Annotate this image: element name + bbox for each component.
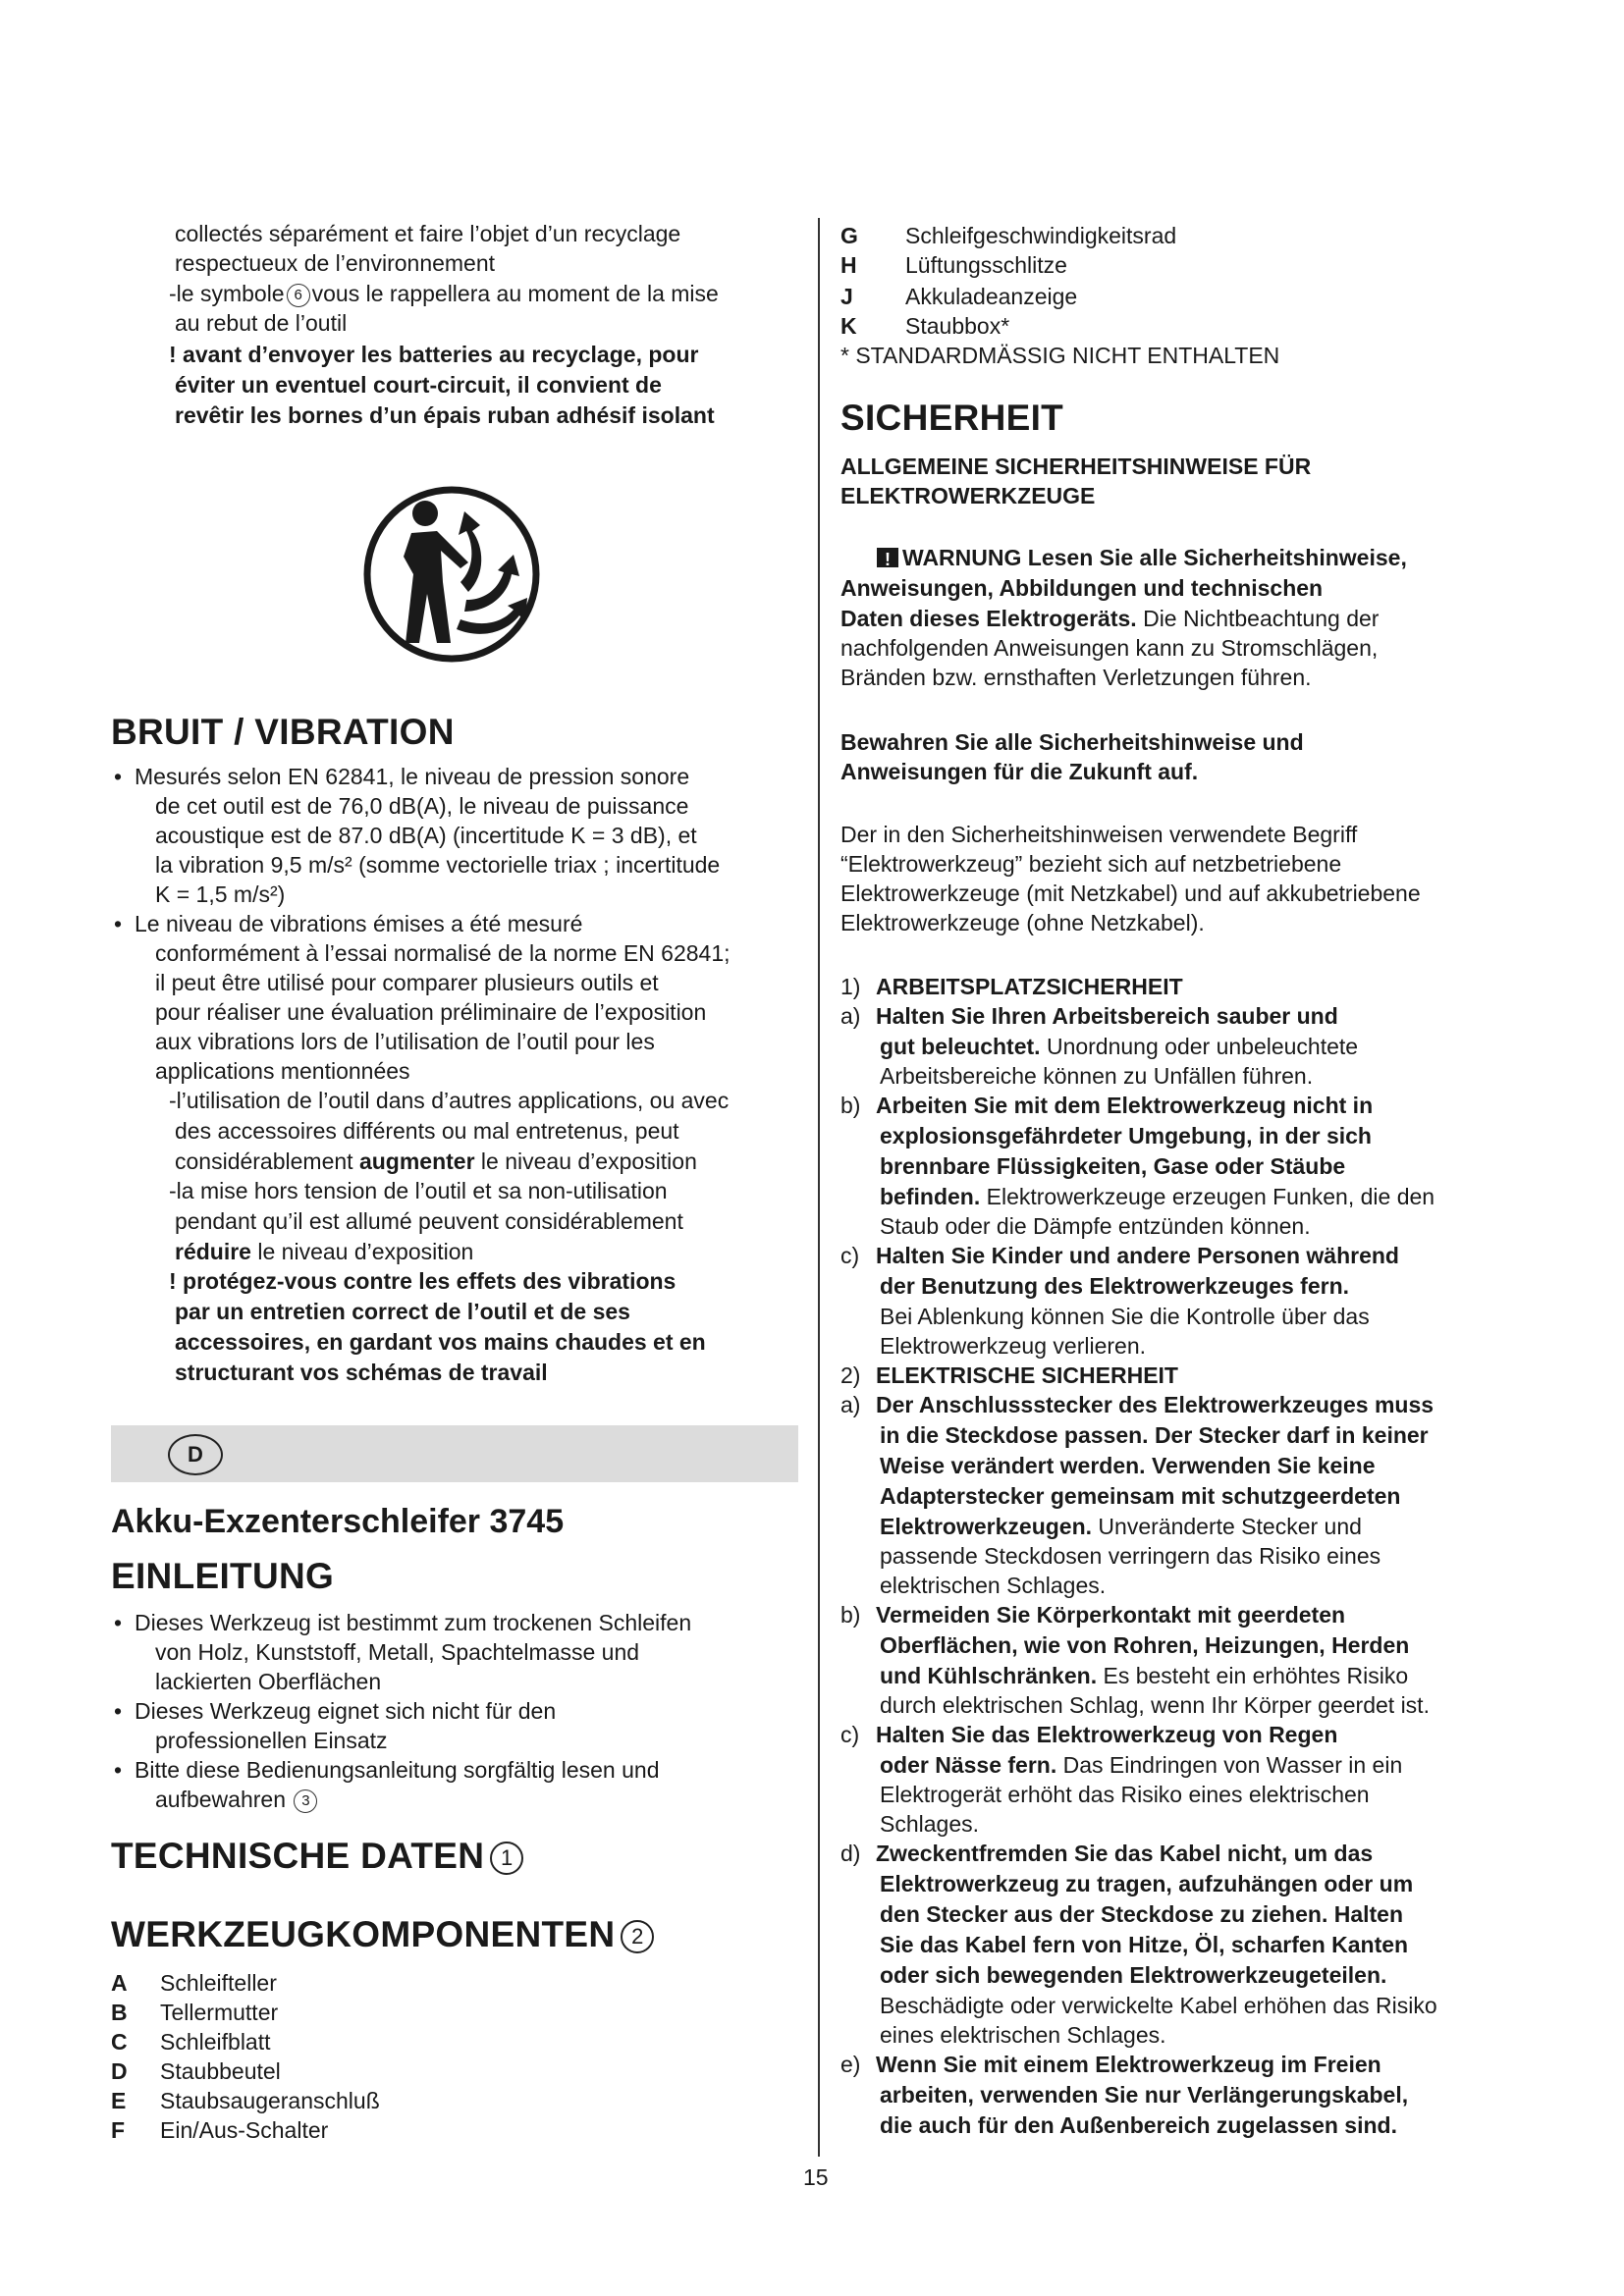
rule-line: Halten Sie Ihren Arbeitsbereich sauber und (876, 1003, 1338, 1029)
noise-vibration-title: BRUIT / VIBRATION (111, 712, 455, 752)
rule-line: Arbeiten Sie mit dem Elektrowerkzeug nicht in (876, 1093, 1374, 1118)
rule-label: a) (840, 1392, 861, 1417)
column-divider (818, 218, 820, 2157)
warning-line: nachfolgenden Anweisungen kann zu Stromschlägen, (840, 635, 1379, 661)
rule-line: Adapterstecker gemeinsam mit schutzgeerdeten (880, 1483, 1401, 1509)
rule-label: d) (840, 1841, 861, 1866)
rule-line: Elektrogerät erhöht das Risiko eines elektrischen (880, 1782, 1370, 1807)
rule-label: e) (840, 2052, 861, 2077)
keep-instructions-line: Bewahren Sie alle Sicherheitshinweise und (840, 729, 1304, 755)
rule-line: oder Nässe fern. Das Eindringen von Wasser in ein (880, 1752, 1403, 1778)
symbol-note: -le symbole 6 vous le rappellera au moment de la mise (169, 281, 719, 306)
rule-label: b) (840, 1093, 861, 1118)
rule-line: Elektrowerkzeugen. Unveränderte Stecker und (880, 1514, 1362, 1539)
warning-line: Daten dieses Elektrogeräts. Die Nichtbeachtung der (840, 606, 1380, 631)
rule-line: die auch für den Außenbereich zugelassen sind. (880, 2112, 1397, 2138)
warning-line: Anweisungen, Abbildungen und technischen (840, 575, 1324, 601)
rule-line: Wenn Sie mit einem Elektrowerkzeug im Freien (876, 2052, 1381, 2077)
vibration-text-line: aux vibrations lors de l’utilisation de l’outil pour les (155, 1029, 655, 1054)
rule-line: Elektrowerkzeug zu tragen, aufzuhängen oder um (880, 1871, 1414, 1896)
product-title: Akku-Exzenterschleifer 3745 (111, 1503, 565, 1540)
rule-line: und Kühlschränken. Es besteht ein erhöhtes Risiko (880, 1663, 1409, 1688)
rule-line: arbeiten, verwenden Sie nur Verlängerungskabel, (880, 2082, 1409, 2108)
component-row: F Ein/Aus-Schalter (111, 2117, 329, 2143)
term-line: Elektrowerkzeuge (ohne Netzkabel). (840, 910, 1205, 935)
ref-circle-6: 6 (287, 284, 310, 307)
rule-line: Beschädigte oder verwickelte Kabel erhöhen das Risiko (880, 1993, 1437, 2018)
rule-line: passende Steckdosen verringern das Risiko eines (880, 1543, 1381, 1569)
rule-line: Sie das Kabel fern von Hitze, Öl, scharfen Kanten (880, 1932, 1409, 1957)
vibration-sub-line: -la mise hors tension de l’outil et sa non-utilisation (169, 1178, 668, 1203)
rule-line: durch elektrischen Schlag, wenn Ihr Körper geerdet ist. (880, 1692, 1430, 1718)
rule-line: der Benutzung des Elektrowerkzeuges fern. (880, 1273, 1350, 1299)
vibration-sub-line: pendant qu’il est allumé peuvent considérablement (175, 1208, 683, 1234)
safety-title: SICHERHEIT (840, 398, 1064, 438)
rule-label: b) (840, 1602, 861, 1628)
noise-text-line: K = 1,5 m/s²) (155, 881, 286, 907)
component-row: A Schleifteller (111, 1970, 277, 1996)
components-title: WERKZEUGKOMPONENTEN 2 (111, 1914, 654, 1955)
intro-text-line: aufbewahren 3 (155, 1785, 319, 1814)
intro-text-line: von Holz, Kunststoff, Metall, Spachtelmasse und (155, 1639, 640, 1665)
rule-line: Staub oder die Dämpfe entzünden können. (880, 1213, 1311, 1239)
section-2-title: 2) ELEKTRISCHE SICHERHEIT (840, 1362, 1178, 1388)
bullet-dot: • (114, 1610, 123, 1635)
rule-line: befinden. Elektrowerkzeuge erzeugen Funken, die den (880, 1184, 1435, 1209)
rule-line: Vermeiden Sie Körperkontakt mit geerdeten (876, 1602, 1346, 1628)
intro-text-line: Dieses Werkzeug eignet sich nicht für den (135, 1698, 557, 1724)
bullet-dot: • (114, 911, 123, 936)
rule-line: Oberflächen, wie von Rohren, Heizungen, Herden (880, 1632, 1410, 1658)
vibration-text-line: il peut être utilisé pour comparer plusieurs outils et (155, 970, 659, 995)
rule-line: Der Anschlussstecker des Elektrowerkzeuges muss (876, 1392, 1435, 1417)
vibration-sub-line: -l’utilisation de l’outil dans d’autres applications, ou avec (169, 1088, 730, 1113)
vibration-sub-line: considérablement augmenter le niveau d’exposition (175, 1148, 697, 1174)
battery-warning-line: éviter un eventuel court-circuit, il convient de (175, 372, 662, 398)
component-row: C Schleifblatt (111, 2029, 271, 2055)
component-row: G Schleifgeschwindigkeitsrad (840, 223, 1177, 248)
intro-text-line: Bitte diese Bedienungsanleitung sorgfältig lesen und (135, 1757, 660, 1783)
vibration-warning-line: ! protégez-vous contre les effets des vibrations (169, 1268, 677, 1294)
vibration-warning-line: par un entretien correct de l’outil et de ses (175, 1299, 630, 1324)
rule-line: Arbeitsbereiche können zu Unfällen führen. (880, 1063, 1314, 1089)
general-safety-title: ELEKTROWERKZEUGE (840, 483, 1096, 508)
vibration-sub-line: réduire le niveau d’exposition (175, 1239, 474, 1264)
rule-line: eines elektrischen Schlages. (880, 2022, 1166, 2048)
rule-line: in die Steckdose passen. Der Stecker darf in keiner (880, 1422, 1429, 1448)
component-row: E Staubsaugeranschluß (111, 2088, 380, 2113)
term-line: “Elektrowerkzeug” bezieht sich auf netzbetriebene (840, 851, 1342, 877)
symbol-note-line2: au rebut de l’outil (175, 310, 348, 336)
rule-line: Weise verändert werden. Verwenden Sie keine (880, 1453, 1376, 1478)
vibration-warning-line: accessoires, en gardant vos mains chaudes et en (175, 1329, 706, 1355)
intro-text-line: Dieses Werkzeug ist bestimmt zum trockenen Schleifen (135, 1610, 692, 1635)
rule-line: oder sich bewegenden Elektrowerkzeugeteilen. (880, 1962, 1387, 1988)
vibration-text-line: Le niveau de vibrations émises a été mesuré (135, 911, 583, 936)
technical-data-title: TECHNISCHE DATEN 1 (111, 1836, 523, 1877)
battery-warning-line: ! avant d’envoyer les batteries au recyclage, pour (169, 342, 699, 367)
rule-line: Bei Ablenkung können Sie die Kontrolle über das (880, 1304, 1370, 1329)
ref-circle-1: 1 (490, 1842, 523, 1875)
component-row: J Akkuladeanzeige (840, 284, 1078, 309)
rule-line: den Stecker aus der Steckdose zu ziehen. Halten (880, 1901, 1404, 1927)
vibration-sub-line: des accessoires différents ou mal entretenus, peut (175, 1118, 679, 1144)
battery-warning-line: revêtir les bornes d’un épais ruban adhésif isolant (175, 402, 715, 428)
component-row: D Staubbeutel (111, 2058, 281, 2084)
recycle-text-line: respectueux de l’environnement (175, 250, 496, 276)
component-row: K Staubbox* (840, 313, 1010, 339)
general-safety-title: ALLGEMEINE SICHERHEITSHINWEISE FÜR (840, 454, 1312, 479)
bullet-dot: • (114, 1757, 123, 1783)
page-number: 15 (803, 2164, 829, 2190)
bullet-dot: • (114, 1698, 123, 1724)
vibration-warning-line: structurant vos schémas de travail (175, 1360, 548, 1385)
vibration-text-line: pour réaliser une évaluation préliminaire de l’exposition (155, 999, 707, 1025)
ref-circle-3: 3 (294, 1789, 317, 1813)
not-included-note: * STANDARDMÄSSIG NICHT ENTHALTEN (840, 343, 1280, 368)
rule-line: elektrischen Schlages. (880, 1573, 1107, 1598)
intro-text-line: lackierten Oberflächen (155, 1669, 382, 1694)
rule-line: Schlages. (880, 1811, 980, 1837)
rule-line: explosionsgefährdeter Umgebung, in der sich (880, 1123, 1372, 1148)
rule-line: Halten Sie Kinder und andere Personen während (876, 1243, 1399, 1268)
warning-line: !WARNUNG Lesen Sie alle Sicherheitshinweise, (877, 543, 1407, 572)
keep-instructions-line: Anweisungen für die Zukunft auf. (840, 759, 1199, 784)
rule-line: Halten Sie das Elektrowerkzeug von Regen (876, 1722, 1338, 1747)
noise-text-line: de cet outil est de 76,0 dB(A), le niveau de puissance (155, 793, 689, 819)
ref-circle-2: 2 (621, 1920, 654, 1953)
introduction-title: EINLEITUNG (111, 1556, 335, 1596)
rule-label: a) (840, 1003, 861, 1029)
rule-line: Zweckentfremden Sie das Kabel nicht, um das (876, 1841, 1374, 1866)
vibration-text-line: conformément à l’essai normalisé de la norme EN 62841; (155, 940, 731, 966)
language-code-badge: D (168, 1434, 223, 1475)
rule-label: c) (840, 1243, 860, 1268)
term-line: Elektrowerkzeuge (mit Netzkabel) und auf akkubetriebene (840, 881, 1421, 906)
component-row: B Tellermutter (111, 2000, 279, 2025)
triman-recycling-icon (358, 476, 545, 672)
noise-text-line: acoustique est de 87.0 dB(A) (incertitude K = 3 dB), et (155, 823, 697, 848)
rule-line: gut beleuchtet. Unordnung oder unbeleuchtete (880, 1034, 1359, 1059)
warning-line: Bränden bzw. ernsthaften Verletzungen führen. (840, 665, 1312, 690)
rule-line: brennbare Flüssigkeiten, Gase oder Stäube (880, 1153, 1346, 1179)
intro-text-line: professionellen Einsatz (155, 1728, 388, 1753)
noise-text-line: la vibration 9,5 m/s² (somme vectorielle triax ; incertitude (155, 852, 721, 878)
rule-line: Elektrowerkzeug verlieren. (880, 1333, 1147, 1359)
rule-label: c) (840, 1722, 860, 1747)
bullet-dot: • (114, 764, 123, 789)
term-line: Der in den Sicherheitshinweisen verwendete Begriff (840, 822, 1358, 847)
noise-text-line: Mesurés selon EN 62841, le niveau de pression sonore (135, 764, 690, 789)
section-1-title: 1) ARBEITSPLATZSICHERHEIT (840, 974, 1183, 999)
warning-icon (877, 548, 898, 567)
vibration-text-line: applications mentionnées (155, 1058, 410, 1084)
component-row: H Lüftungsschlitze (840, 252, 1067, 278)
recycle-text-line: collectés séparément et faire l’objet d’un recyclage (175, 221, 681, 246)
